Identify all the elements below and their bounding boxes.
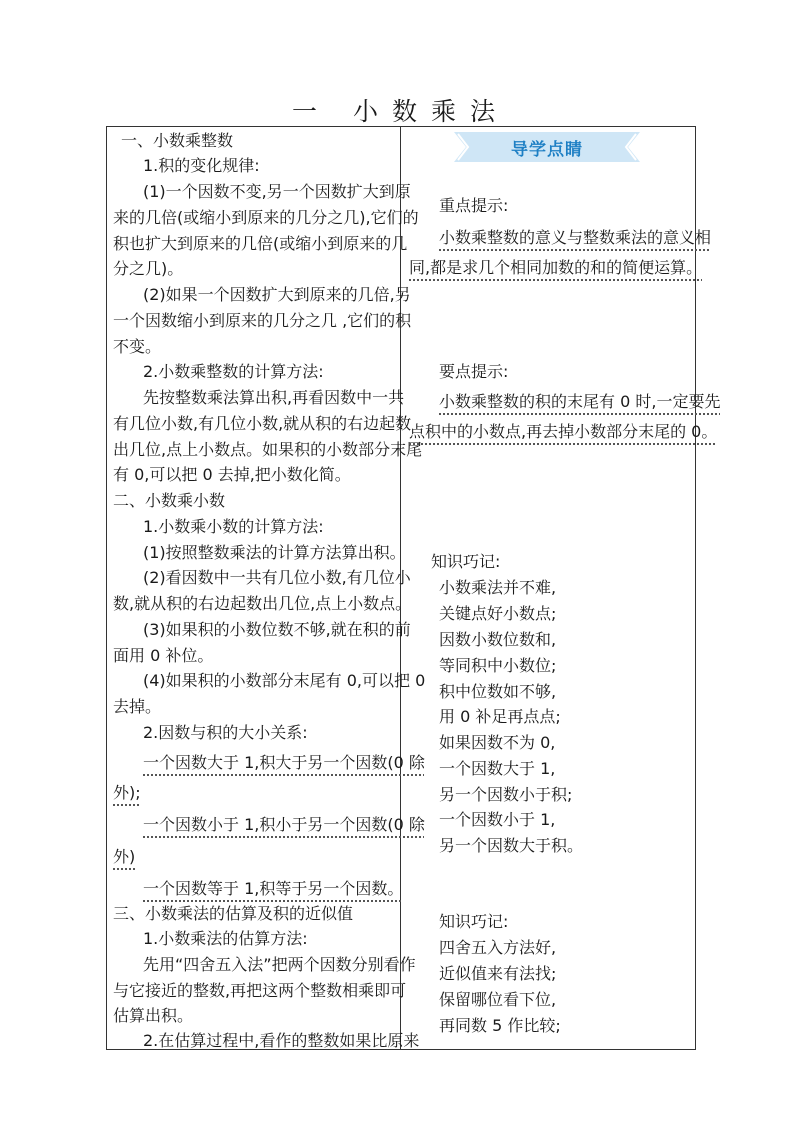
rhyme-line: 一个因数大于 1,: [439, 759, 556, 778]
emphasis-line: 小数乘整数的积的末尾有 0 时,一定要先: [439, 392, 721, 411]
rhyme-line: 另一个因数大于积。: [439, 836, 584, 855]
text-line: (1)按照整数乘法的计算方法算出积。: [143, 543, 406, 562]
text-line: (2)看因数中一共有几位小数,有几位小: [143, 568, 411, 587]
emphasis-line: 外): [113, 847, 136, 866]
text-line: 积也扩大到原来的几倍(或缩小到原来的几: [113, 234, 408, 253]
section-heading: 一、小数乘整数: [121, 131, 234, 150]
banner-title: 导学点睛: [511, 140, 583, 160]
emphasis-line: 一个因数大于 1,积大于另一个因数(0 除: [143, 753, 425, 772]
text-line: (4)如果积的小数部分末尾有 0,可以把 0: [143, 671, 426, 690]
hint-heading: 重点提示:: [439, 196, 509, 215]
text-line: 分之几)。: [113, 259, 184, 278]
memo-heading: 知识巧记:: [431, 552, 501, 571]
rhyme-line: 积中位数如不够,: [439, 682, 557, 701]
rhyme-line: 关键点好小数点;: [439, 604, 557, 623]
hint-heading: 要点提示:: [439, 362, 509, 381]
text-line: 与它接近的整数,再把这两个整数相乘即可: [113, 981, 407, 1000]
text-line: 不变。: [113, 337, 162, 356]
subheading: 2.因数与积的大小关系:: [143, 723, 308, 742]
subheading: 1.积的变化规律:: [143, 156, 260, 175]
rhyme-line: 四舍五入方法好,: [439, 938, 557, 957]
rhyme-line: 保留哪位看下位,: [439, 990, 557, 1009]
text-line: 估算出积。: [113, 1006, 194, 1025]
text-line: 出几位,点上小数点。如果积的小数部分末尾: [113, 440, 423, 459]
rhyme-line: 近似值来有法找;: [439, 964, 557, 983]
text-line: 先按整数乘法算出积,再看因数中一共: [143, 388, 405, 407]
rhyme-line: 小数乘法并不难,: [439, 578, 557, 597]
rhyme-line: 再同数 5 作比较;: [439, 1016, 561, 1035]
emphasis-line: 同,都是求几个相同加数的和的简便运算。: [409, 258, 703, 277]
rhyme-line: 一个因数小于 1,: [439, 810, 556, 829]
text-line: 数,就从积的右边起数出几位,点上小数点。: [113, 594, 412, 613]
text-line: 去掉。: [113, 697, 162, 716]
subheading: 2.小数乘整数的计算方法:: [143, 362, 324, 381]
memo-heading: 知识巧记:: [439, 912, 509, 931]
guide-banner: [454, 132, 640, 162]
section-heading: 二、小数乘小数: [113, 491, 226, 510]
page-title: 一 小数乘法: [292, 97, 509, 126]
column-divider: [400, 126, 401, 1050]
emphasis-line: 点积中的小数点,再去掉小数部分末尾的 0。: [409, 422, 718, 441]
rhyme-line: 等同积中小数位;: [439, 656, 557, 675]
rhyme-line: 用 0 补足再点点;: [439, 707, 561, 726]
emphasis-line: 一个因数小于 1,积小于另一个因数(0 除: [143, 815, 425, 834]
emphasis-line: 小数乘整数的意义与整数乘法的意义相: [439, 228, 712, 247]
rhyme-line: 如果因数不为 0,: [439, 733, 556, 752]
text-line: 2.在估算过程中,看作的整数如果比原来: [143, 1031, 420, 1050]
text-line: 先用“四舍五入法”把两个因数分别看作: [143, 955, 416, 974]
subheading: 1.小数乘法的估算方法:: [143, 929, 308, 948]
text-line: (2)如果一个因数扩大到原来的几倍,另: [143, 285, 411, 304]
emphasis-line: 外);: [113, 783, 141, 802]
text-line: 面用 0 补位。: [113, 646, 214, 665]
text-line: (1)一个因数不变,另一个因数扩大到原: [143, 182, 411, 201]
text-line: 有 0,可以把 0 去掉,把小数化简。: [113, 465, 351, 484]
rhyme-line: 因数小数位数和,: [439, 630, 557, 649]
text-line: 来的几倍(或缩小到原来的几分之几),它们的: [113, 208, 419, 227]
text-line: 有几位小数,有几位小数,就从积的右边起数: [113, 414, 412, 433]
text-line: (3)如果积的小数位数不够,就在积的前: [143, 620, 411, 639]
section-heading: 三、小数乘法的估算及积的近似值: [113, 904, 354, 923]
emphasis-line: 一个因数等于 1,积等于另一个因数。: [143, 879, 404, 898]
text-line: 一个因数缩小到原来的几分之几 ,它们的积: [113, 311, 412, 330]
subheading: 1.小数乘小数的计算方法:: [143, 517, 324, 536]
rhyme-line: 另一个因数小于积;: [439, 785, 573, 804]
